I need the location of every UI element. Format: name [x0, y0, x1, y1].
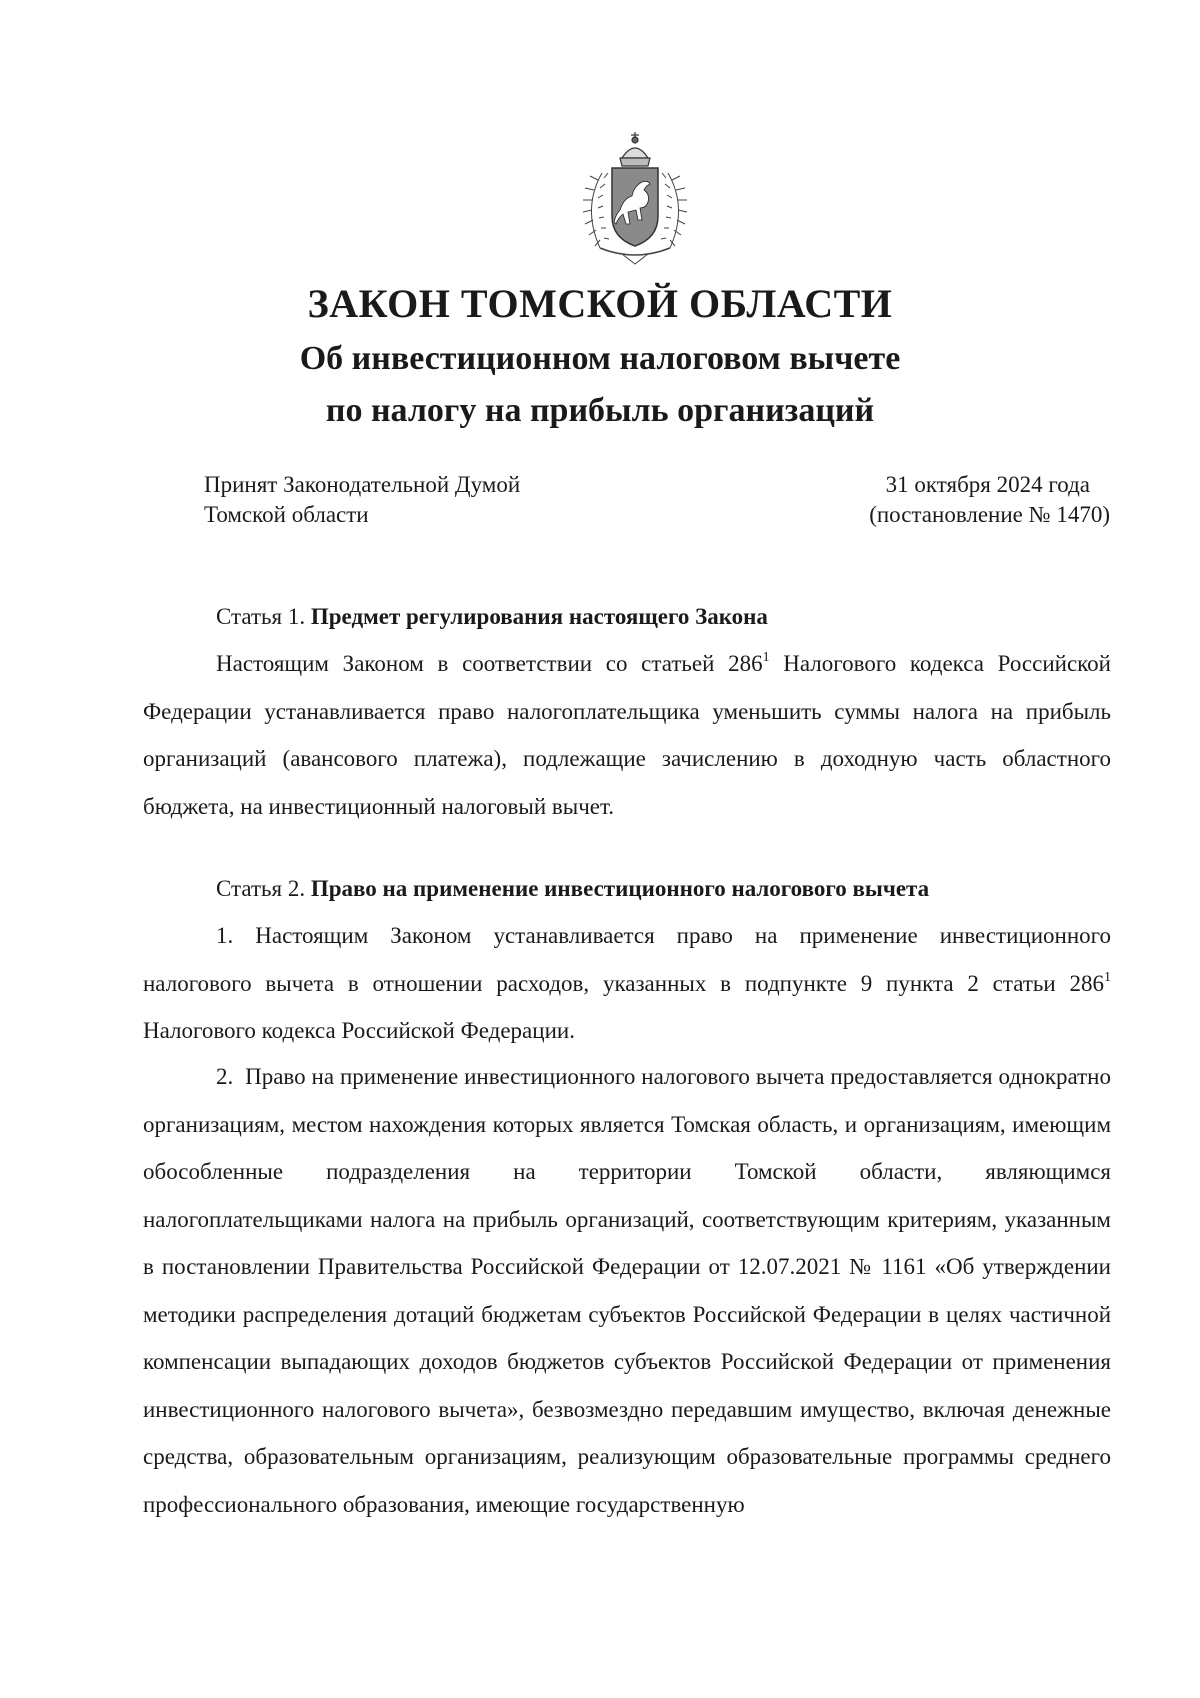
article2-heading: [216, 876, 929, 902]
adoption-info: [204, 470, 520, 530]
article2-label: Статья 2.: [216, 876, 306, 901]
article2-title: Право на применение инвестиционного налогового вычета: [310, 876, 930, 901]
article1-text-part2: Налогового кодекса Российской Федерации устанавливается право налогоплательщика уменьшить суммы налога на прибыль организаций (авансового платежа), подлежащие зачислению в доходную часть областного бюджета, на инвестиционный налоговый вычет.: [143, 651, 1111, 819]
article2-item2-text: 2. Право на применение инвестиционного налогового вычета предоставляется однократно организациям, местом нахождения которых является Томская область, и организациям, имеющим обособленные подразделения на территории Томской области, являющимся налогоплательщиками налога на прибыль организаций, соответствующим критериям, указанным в постановлении Правительства Российской Федерации от 12.07.2021 № 1161 «Об утверждении методики распределения дотаций бюджетам субъектов Российской Федерации в целях частичной компенсации выпадающих доходов бюджетов субъектов Российской Федерации от применения инвестиционного налогового вычета», безвозмездно передавшим имущество, включая денежные средства, образовательным организациям, реализующим образовательные программы среднего профессионального образования, имеющие государственную: [143, 1064, 1111, 1517]
adopted-by-line1: Принят Законодательной Думой: [204, 472, 521, 497]
article1-title: Предмет регулирования настоящего Закона: [310, 604, 768, 629]
article2-item1-part1: 1. Настоящим Законом устанавливается право на применение инвестиционного налогового вычета в отношении расходов, указанных в подпункте 9 пункта 2 статьи 286: [143, 923, 1111, 996]
article2-item1: [143, 912, 1111, 1055]
article1-label: Статья 1.: [216, 604, 306, 629]
adoption-date: 31 октября 2024 года: [885, 472, 1090, 497]
document-subtitle-line1: Об инвестиционном налоговом вычете: [299, 340, 901, 377]
article1-text: [143, 640, 1111, 830]
adopted-by-line2: Томской области: [204, 502, 369, 527]
article1-heading: [216, 604, 768, 630]
document-title: ЗАКОН ТОМСКОЙ ОБЛАСТИ: [307, 281, 893, 326]
document-subtitle-line2: по налогу на прибыль организаций: [325, 392, 875, 429]
coat-of-arms-icon: [560, 128, 710, 268]
article2-item1-part2: Налогового кодекса Российской Федерации.: [143, 1018, 575, 1043]
article2-item2: [143, 1053, 1111, 1528]
adoption-date-info: [869, 470, 1110, 530]
article1-superscript: 1: [762, 650, 770, 665]
article2-item1-superscript: 1: [1104, 969, 1111, 985]
article1-text-part1: Настоящим Законом в соответствии со статьей 286: [216, 651, 763, 676]
resolution-number: (постановление № 1470): [869, 502, 1110, 527]
